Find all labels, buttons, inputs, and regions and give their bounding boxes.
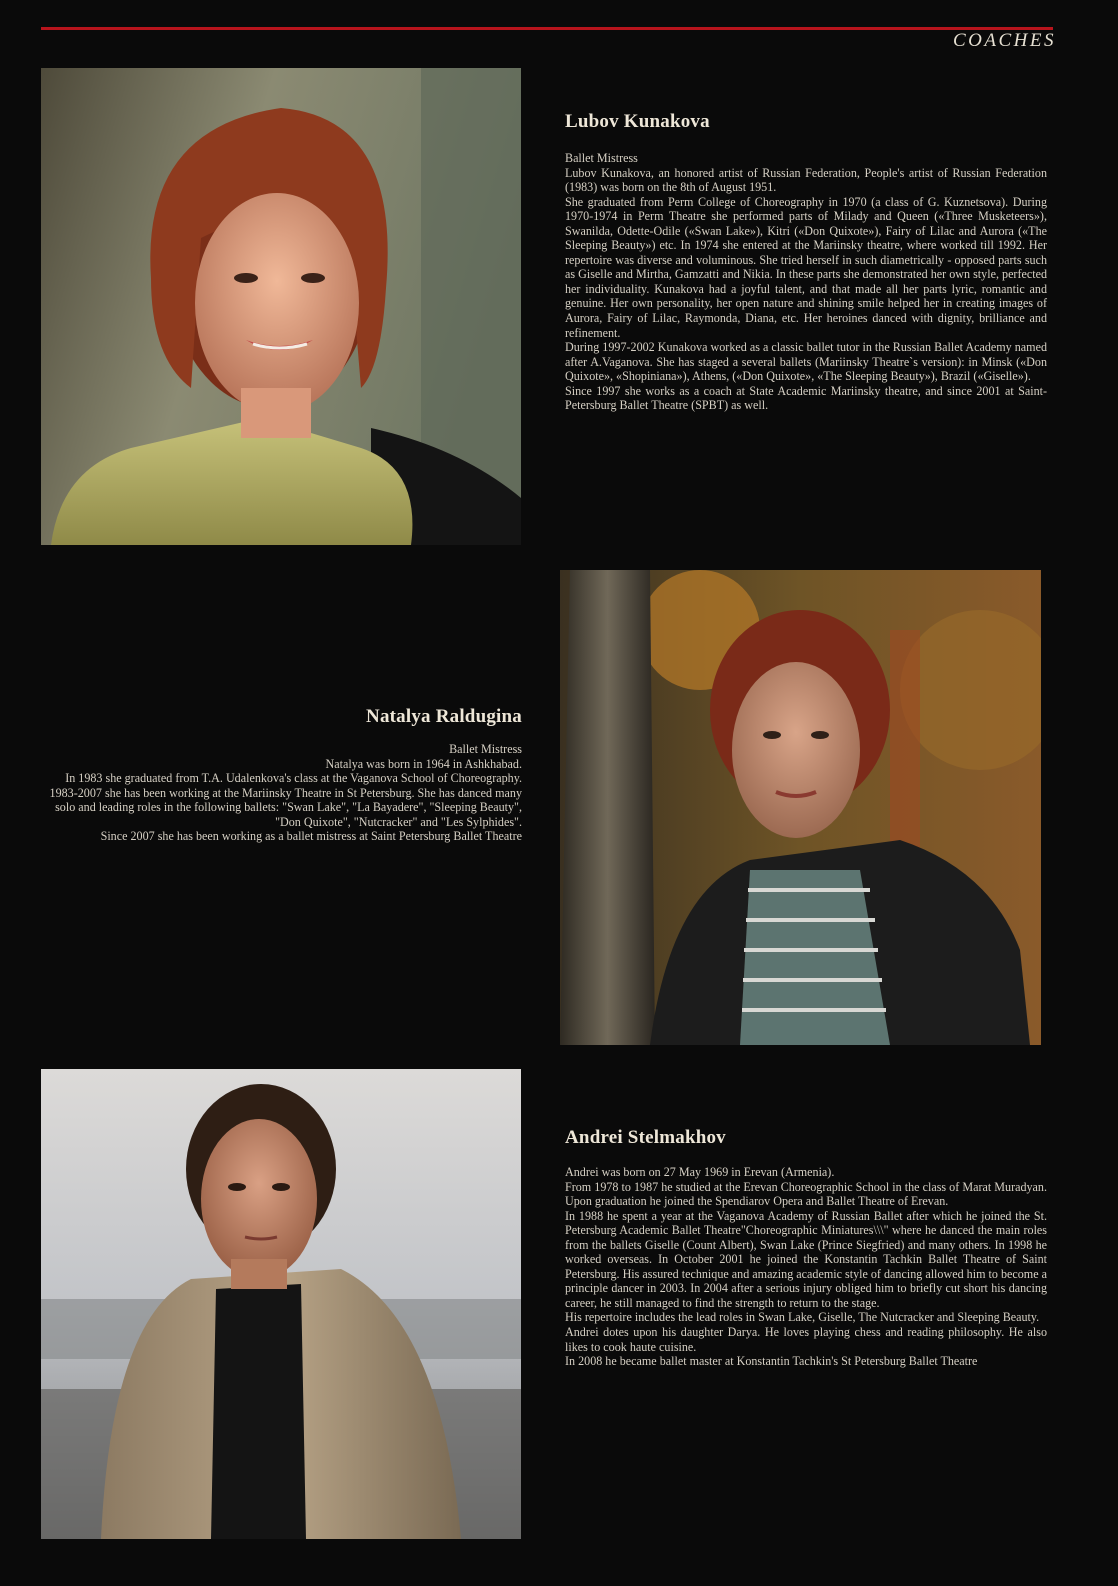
bio-paragraph: During 1997-2002 Kunakova worked as a classic ballet tutor in the Russian Ballet Academy named after A.Vaganova. She has staged a several ballets (Mariinsky Theatre`s version): in Minsk («Don Quixote», «Shopiniana»), Athens, («Don Quixote», «The Sleeping Beauty»), Brazil («Giselle»). bbox=[565, 340, 1047, 384]
bio-paragraph: His repertoire includes the lead roles in Swan Lake, Giselle, The Nutcracker and Sleeping Beauty. bbox=[565, 1310, 1040, 1325]
bio-paragraph: Ballet Mistress bbox=[449, 742, 522, 756]
coach-name: Andrei Stelmakhov bbox=[565, 1127, 726, 1148]
bio-paragraph: In 2008 he became ballet master at Konstantin Tachkin's St Petersburg Ballet Theatre bbox=[565, 1354, 978, 1369]
portrait-lubov-kunakova bbox=[41, 68, 521, 545]
bio-paragraph: Andrei dotes upon his daughter Darya. He loves playing chess and reading philosophy. He also likes to cook haute cuisine. bbox=[565, 1325, 1047, 1354]
header-rule bbox=[41, 27, 1053, 30]
coach-name: Natalya Raldugina bbox=[366, 706, 522, 727]
section-title: COACHES bbox=[953, 30, 1056, 51]
bio-paragraph: 1983-2007 she has been working at the Mariinsky Theatre in St Petersburg. She has danced many solo and leading roles in the following ballets: "Swan Lake", "La Bayadere", "Sleeping Beauty", "Don Quixote", "Nutcracker" and "Les Sylphides". bbox=[49, 785, 522, 829]
portrait-andrei-stelmakhov bbox=[41, 1069, 521, 1539]
coach-bio bbox=[41, 742, 522, 844]
bio-paragraph: In 1983 she graduated from T.A. Udalenkova's class at the Vaganova School of Choreography. bbox=[65, 771, 522, 786]
bio-paragraph: From 1978 to 1987 he studied at the Erevan Choreographic School in the class of Marat Muradyan. Upon graduation he joined the Spendiarov Opera and Ballet Theatre of Erevan. bbox=[565, 1179, 1047, 1209]
bio-paragraph: Natalya was born in 1964 in Ashkhabad. bbox=[325, 756, 522, 771]
bio-paragraph: In 1988 he spent a year at the Vaganova Academy of Russian Ballet after which he joined the St. Petersburg Academic Ballet Theatre"Choreographic Miniatures\\\" where he danced the main roles from the ballets Giselle (Count Albert), Swan Lake (Prince Siegfried) and many others. In 1998 he worked overseas. In October 2001 he joined the Konstantin Tachkin Ballet Theatre of Saint Petersburg. His assured technique and amazing academic style of dancing allowed him to become a principle dancer in 2003. In 2004 after a serious injury obliged him to briefly cut short his dancing career, he still managed to find the strength to return to the stage. bbox=[565, 1208, 1047, 1310]
bio-paragraph: Andrei was born on 27 May 1969 in Erevan (Armenia). bbox=[565, 1165, 835, 1179]
bio-paragraph: Lubov Kunakova, an honored artist of Russian Federation, People's artist of Russian Federation (1983) was born on the 8th of August 1951. bbox=[565, 165, 1047, 195]
coach-bio bbox=[565, 151, 1047, 413]
bio-paragraph: She graduated from Perm College of Choreography in 1970 (a class of G. Kuznetsova). During 1970-1974 in Perm Theatre she performed parts of Milady and Queen («Three Musketeers»), Swanilda, Odette-Odile («Swan Lake»), Kitri («Don Quixote»), Fairy of Lilac and Aurora («The Sleeping Beauty») etc. In 1974 she entered at the Mariinsky theatre, where worked till 1992. Her repertoire was diverse and voluminous. She tried herself in such diametrically - opposed parts such as Giselle and Mirtha, Gamzatti and Nikia. In these parts she demonstrated her own style, perfected her individuality. Kunakova had a joyful talent, and that made all her parts lyric, romantic and genuine. Her own personality, her open nature and shining smile helped her in creating images of Aurora, Fairy of Lilac, Raymonda, Diana, etc. Her heroines danced with dignity, brilliance and refinement. bbox=[565, 194, 1047, 340]
bio-paragraph: Since 1997 she works as a coach at State Academic Mariinsky theatre, and since 2001 at Saint-Petersburg Ballet Theatre (SPBT) as well. bbox=[565, 383, 1047, 413]
portrait-natalya-raldugina bbox=[560, 570, 1041, 1045]
coach-name: Lubov Kunakova bbox=[565, 111, 710, 132]
bio-paragraph: Since 2007 she has been working as a ballet mistress at Saint Petersburg Ballet Theatre bbox=[100, 829, 522, 844]
coach-bio bbox=[565, 1165, 1047, 1369]
bio-paragraph: Ballet Mistress bbox=[565, 151, 638, 165]
